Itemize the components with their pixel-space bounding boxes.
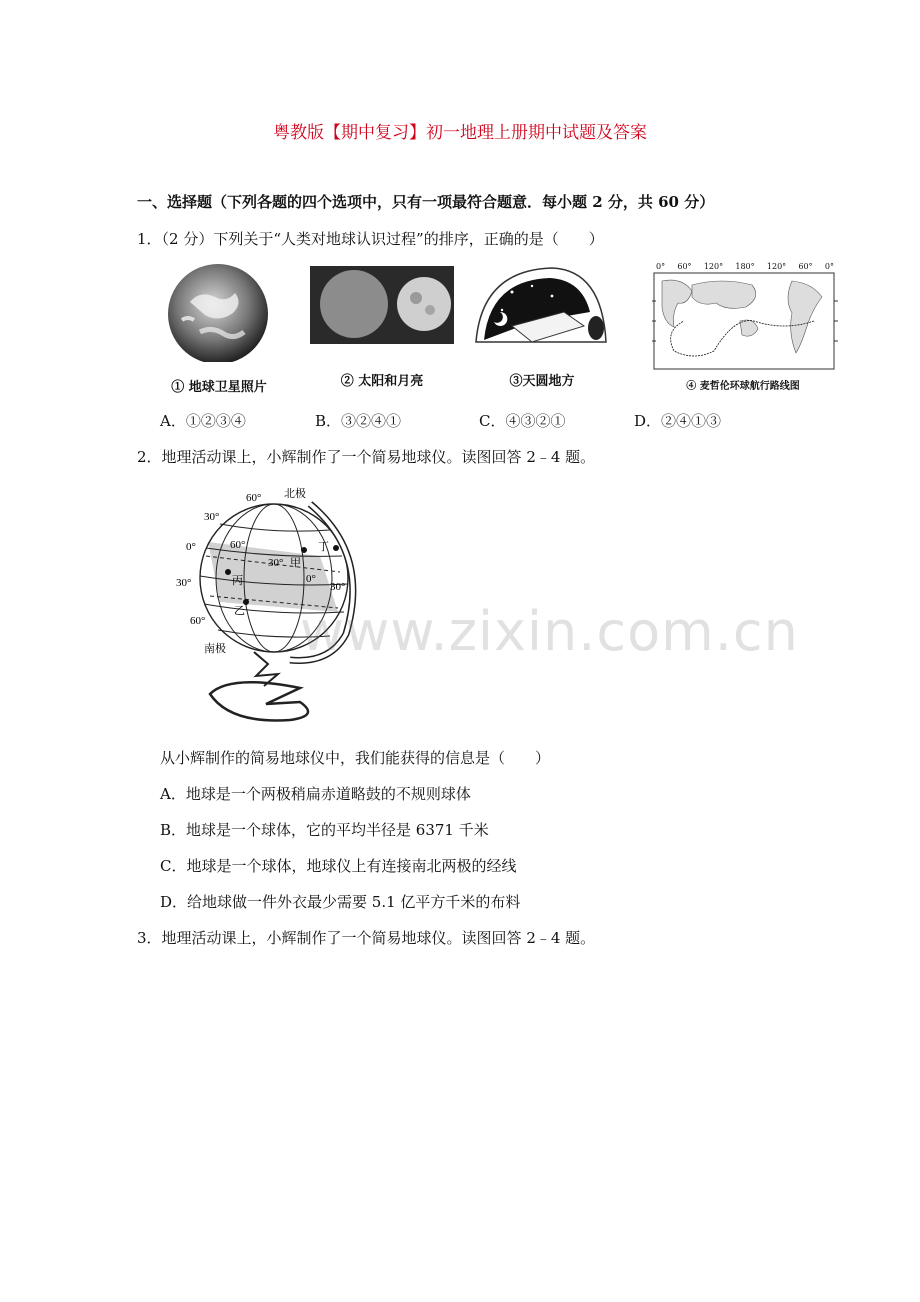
option-d[interactable]: D．给地球做一件外衣最少需要 5.1 亿平方千米的布料 <box>160 893 521 911</box>
option-a[interactable]: A．地球是一个两极稍扁赤道略鼓的不规则球体 <box>160 785 471 803</box>
label-jia: 甲 <box>290 557 301 569</box>
label-inner30: 30° <box>268 557 284 569</box>
option-c[interactable]: C．地球是一个球体，地球仪上有连接南北两极的经线 <box>160 857 517 875</box>
document-title: 粤教版【期中复习】初一地理上册期中试题及答案 <box>273 123 647 143</box>
route-map <box>632 271 854 371</box>
label-right30: 30° <box>330 581 346 593</box>
label-north-pole: 北极 <box>284 488 306 500</box>
sun-moon-image <box>310 262 454 344</box>
sky-dome-image <box>472 262 612 354</box>
earth-image <box>160 262 278 362</box>
figure-sun-moon <box>310 262 454 392</box>
label-ding: 丁 <box>318 541 329 553</box>
label-lat30n: 30° <box>204 511 220 523</box>
question-1-stem: 1．（2 分）下列关于“人类对地球认识过程”的排序，正确的是（ ） <box>137 230 604 248</box>
watermark: www.zixin.com.cn <box>300 600 799 663</box>
figure-earth-photo <box>160 262 278 395</box>
option-b[interactable]: B．③②④① <box>315 412 402 430</box>
label-bing: 丙 <box>232 575 243 587</box>
question-2-stem: 2．地理活动课上，小辉制作了一个简易地球仪。读图回答 2﹣4 题。 <box>137 448 596 466</box>
figure-caption: ② 太阳和月亮 <box>340 374 424 389</box>
label-inner60: 60° <box>230 539 246 551</box>
label-south-pole: 南极 <box>204 643 226 655</box>
label-lat60n: 60° <box>246 492 262 504</box>
question-2-sub-stem: 从小辉制作的简易地球仪中，我们能获得的信息是（ ） <box>160 749 551 767</box>
label-lat30s: 30° <box>176 577 192 589</box>
map-longitude-labels: 0° 60° 120° 180° 120° 60° 0° <box>656 262 834 271</box>
option-a[interactable]: A．①②③④ <box>160 412 246 430</box>
figure-caption: ① 地球卫星照片 <box>171 380 267 395</box>
option-c[interactable]: C．④③②① <box>479 412 566 430</box>
label-lat0: 0° <box>186 541 196 553</box>
figure-magellan-map <box>632 262 854 402</box>
section-heading: 一、选择题（下列各题的四个选项中，只有一项最符合题意．每小题 2 分，共 60 分） <box>137 193 715 211</box>
figure-caption: ④ 麦哲伦环球航行路线图 <box>686 381 800 392</box>
figure-caption: ③天圆地方 <box>509 374 575 389</box>
label-inner0: 0° <box>306 573 316 585</box>
question-3-stem: 3．地理活动课上，小辉制作了一个简易地球仪。读图回答 2﹣4 题。 <box>137 929 596 947</box>
label-yi: 乙 <box>234 605 245 617</box>
label-lat60s: 60° <box>190 615 206 627</box>
option-b[interactable]: B．地球是一个球体，它的平均半径是 6371 千米 <box>160 821 489 839</box>
figure-sky-earth <box>472 262 612 392</box>
option-d[interactable]: D．②④①③ <box>634 412 722 430</box>
